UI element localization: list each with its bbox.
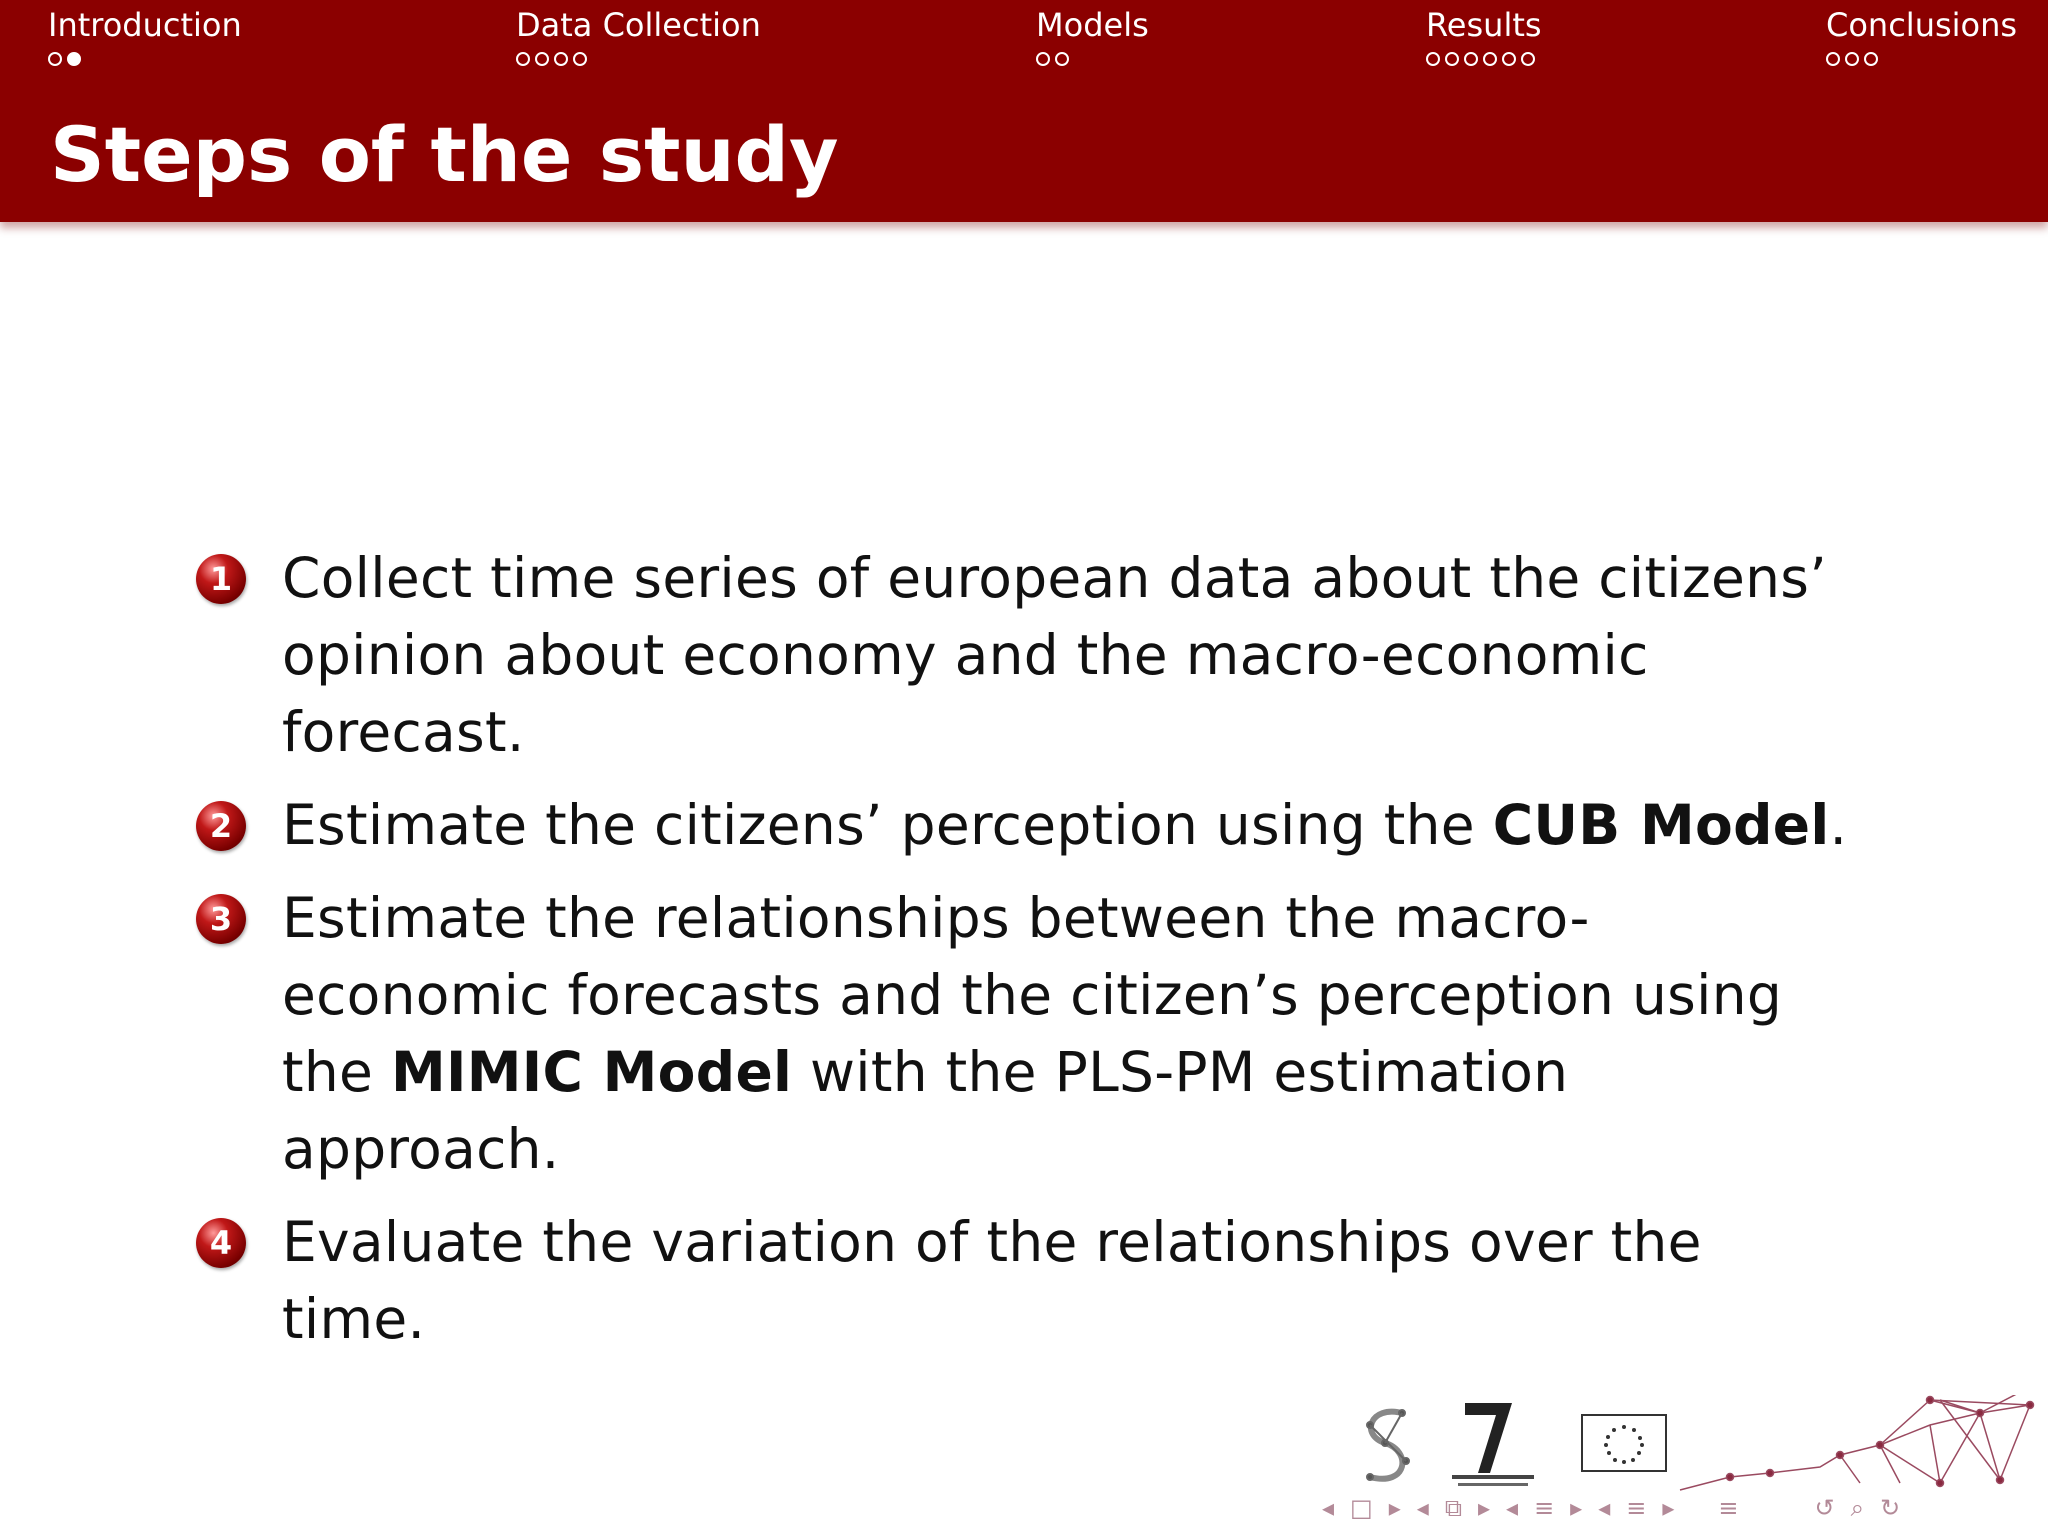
nav-dot[interactable] <box>67 52 81 66</box>
nav-dot[interactable] <box>1845 52 1859 66</box>
network-graph-logo <box>1680 1395 2034 1490</box>
footer-logos <box>1340 1395 2040 1495</box>
nav-section-label[interactable]: Results <box>1426 6 1542 44</box>
nav-section-introduction[interactable] <box>48 6 242 66</box>
nav-dot[interactable] <box>1483 52 1497 66</box>
step-text <box>282 1204 1856 1358</box>
steps-list <box>196 540 1856 1374</box>
nav-section-label[interactable]: Data Collection <box>516 6 761 44</box>
nav-section-data-collection[interactable] <box>516 6 761 66</box>
step-item <box>196 787 1856 864</box>
nav-section-models[interactable] <box>1036 6 1149 66</box>
nav-section-label[interactable]: Models <box>1036 6 1149 44</box>
nav-dots <box>48 52 242 66</box>
nav-dot[interactable] <box>1445 52 1459 66</box>
step-item <box>196 1204 1856 1358</box>
nav-dot[interactable] <box>1426 52 1440 66</box>
nav-symbol-icon[interactable]: ▸ <box>1388 1494 1401 1522</box>
nav-dot[interactable] <box>1055 52 1069 66</box>
nav-symbol-icon[interactable]: ⧉ <box>1444 1494 1462 1522</box>
step-text-part: with the PLS-PM estimation approach. <box>282 1040 1569 1181</box>
nav-dot[interactable] <box>573 52 587 66</box>
nav-section-conclusions[interactable] <box>1826 6 2017 66</box>
nav-dot[interactable] <box>1521 52 1535 66</box>
nav-symbol-icon[interactable]: ⌕ <box>1850 1494 1865 1522</box>
step-text-part: Evaluate the variation of the relationships over the time. <box>282 1210 1702 1351</box>
step-text <box>282 787 1847 864</box>
nav-dot[interactable] <box>1036 52 1050 66</box>
nav-dot[interactable] <box>516 52 530 66</box>
step-text-part: Estimate the relationships between the macro-economic forecasts and the citizen’s perception using the <box>282 886 1783 1104</box>
nav-dot[interactable] <box>535 52 549 66</box>
nav-symbol-icon[interactable]: ▸ <box>1570 1494 1583 1522</box>
nav-symbol-icon[interactable]: ▸ <box>1662 1494 1675 1522</box>
nav-symbol-icon[interactable]: ◂ <box>1506 1494 1519 1522</box>
step-text-part: Collect time series of european data about the citizens’ opinion about economy and the macro-economic forecast. <box>282 546 1828 764</box>
slide-header <box>0 0 2048 222</box>
nav-symbol-icon[interactable]: ◂ <box>1322 1494 1335 1522</box>
nav-symbol-icon[interactable]: ◂ <box>1598 1494 1611 1522</box>
step-text-emphasis: CUB Model <box>1492 793 1830 857</box>
nav-dot[interactable] <box>1502 52 1516 66</box>
step-text <box>282 540 1856 771</box>
nav-symbol-icon[interactable]: ↺ <box>1814 1494 1835 1522</box>
step-item <box>196 880 1856 1188</box>
nav-symbol-icon[interactable]: □ <box>1350 1494 1373 1522</box>
nav-symbol-icon[interactable]: ▸ <box>1477 1494 1491 1522</box>
nav-symbol-icon[interactable]: ↻ <box>1880 1494 1901 1522</box>
s-network-logo <box>1367 1410 1409 1480</box>
nav-section-label[interactable]: Introduction <box>48 6 242 44</box>
nav-symbol-icon[interactable]: ≡ <box>1626 1494 1647 1522</box>
seventh-framework-programme-logo <box>1452 1403 1534 1486</box>
step-text-part: . <box>1829 793 1848 857</box>
step-number-ball: 2 <box>196 801 246 851</box>
nav-dots <box>1036 52 1149 66</box>
nav-dots <box>516 52 761 66</box>
nav-symbol-icon[interactable]: ≡ <box>1718 1494 1739 1522</box>
step-text-emphasis: MIMIC Model <box>390 1040 793 1104</box>
step-number-ball: 1 <box>196 554 246 604</box>
step-text <box>282 880 1856 1188</box>
slide-title: Steps of the study <box>50 110 839 199</box>
nav-dot[interactable] <box>554 52 568 66</box>
step-number-ball: 3 <box>196 894 246 944</box>
nav-dot[interactable] <box>1826 52 1840 66</box>
step-item <box>196 540 1856 771</box>
nav-dots <box>1426 52 1542 66</box>
nav-dot[interactable] <box>1864 52 1878 66</box>
nav-symbol-icon[interactable]: ◂ <box>1416 1494 1429 1522</box>
step-number-ball: 4 <box>196 1218 246 1268</box>
nav-section-results[interactable] <box>1426 6 1542 66</box>
nav-dots <box>1826 52 2017 66</box>
beamer-navigation-symbols <box>1322 1488 2042 1528</box>
eu-flag-logo <box>1582 1415 1666 1471</box>
nav-dot[interactable] <box>48 52 62 66</box>
nav-section-label[interactable]: Conclusions <box>1826 6 2018 44</box>
step-text-part: Estimate the citizens’ perception using the <box>282 793 1493 857</box>
nav-dot[interactable] <box>1464 52 1478 66</box>
nav-symbol-icon[interactable]: ≡ <box>1534 1494 1555 1522</box>
